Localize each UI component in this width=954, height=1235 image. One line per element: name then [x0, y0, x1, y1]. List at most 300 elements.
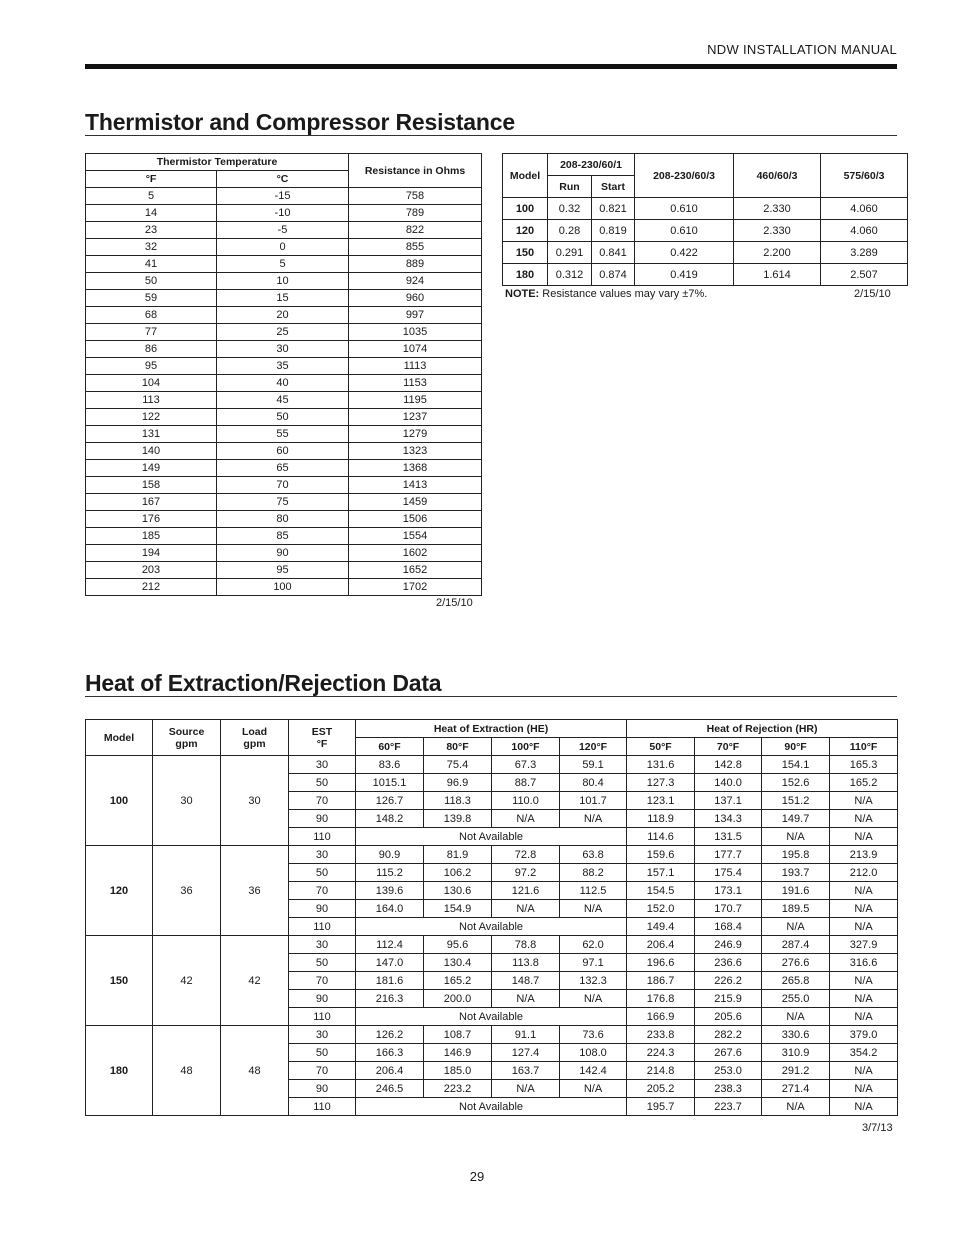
- fahrenheit-cell: 167: [86, 494, 217, 511]
- hr-value-cell: N/A: [762, 918, 830, 936]
- hr-value-cell: N/A: [830, 810, 898, 828]
- celsius-cell: 50: [217, 409, 349, 426]
- source-label: Source: [168, 725, 205, 738]
- celsius-cell: 40: [217, 375, 349, 392]
- hr-value-cell: 149.4: [627, 918, 695, 936]
- hr-value-cell: 271.4: [762, 1080, 830, 1098]
- est-cell: 110: [289, 918, 356, 936]
- hr-value-cell: N/A: [830, 1080, 898, 1098]
- he-value-cell: N/A: [492, 990, 560, 1008]
- hr-value-cell: 291.2: [762, 1062, 830, 1080]
- table-row: [86, 205, 482, 222]
- not-available-cell: Not Available: [356, 918, 627, 936]
- thermistor-temp-header: Thermistor Temperature: [86, 154, 349, 171]
- fahrenheit-cell: 113: [86, 392, 217, 409]
- start-header: Start: [592, 176, 635, 198]
- load-cell: 42: [221, 936, 289, 1026]
- est-cell: 70: [289, 972, 356, 990]
- hr-value-cell: N/A: [830, 828, 898, 846]
- table-row: [86, 290, 482, 307]
- table-row: [86, 528, 482, 545]
- fahrenheit-cell: 122: [86, 409, 217, 426]
- section-rule: [85, 696, 897, 697]
- compressor-resistance-table: [502, 153, 908, 286]
- est-cell: 30: [289, 1026, 356, 1044]
- he-value-cell: 110.0: [492, 792, 560, 810]
- est-cell: 50: [289, 1044, 356, 1062]
- he-value-cell: 80.4: [560, 774, 627, 792]
- est-cell: 70: [289, 882, 356, 900]
- 575-header: 575/60/3: [821, 154, 908, 198]
- celsius-cell: 95: [217, 562, 349, 579]
- hr-value-cell: N/A: [762, 1008, 830, 1026]
- hr-value-cell: 175.4: [695, 864, 762, 882]
- model-cell: 120: [86, 846, 153, 936]
- fahrenheit-cell: 68: [86, 307, 217, 324]
- model-header: Model: [86, 720, 153, 756]
- hr-value-cell: 157.1: [627, 864, 695, 882]
- hr-value-cell: 213.9: [830, 846, 898, 864]
- hr-value-cell: 193.7: [762, 864, 830, 882]
- table-row: [503, 198, 908, 220]
- he-value-cell: 73.6: [560, 1026, 627, 1044]
- hr-temp-header: 70°F: [695, 738, 762, 756]
- he-value-cell: 97.2: [492, 864, 560, 882]
- est-cell: 70: [289, 792, 356, 810]
- he-value-cell: 63.8: [560, 846, 627, 864]
- hr-value-cell: N/A: [830, 918, 898, 936]
- hr-value-cell: N/A: [830, 1062, 898, 1080]
- table-row: [86, 239, 482, 256]
- table-row: [503, 242, 908, 264]
- load-gpm-header: [221, 720, 289, 756]
- hr-value-cell: 149.7: [762, 810, 830, 828]
- celsius-cell: 5: [217, 256, 349, 273]
- est-cell: 30: [289, 846, 356, 864]
- 575-cell: 2.507: [821, 264, 908, 286]
- est-cell: 90: [289, 990, 356, 1008]
- he-value-cell: 91.1: [492, 1026, 560, 1044]
- celsius-cell: 20: [217, 307, 349, 324]
- he-value-cell: 181.6: [356, 972, 424, 990]
- section-title-resistance: Thermistor and Compressor Resistance: [85, 109, 515, 135]
- load-cell: 36: [221, 846, 289, 936]
- est-cell: 50: [289, 954, 356, 972]
- he-value-cell: 154.9: [424, 900, 492, 918]
- hr-value-cell: 223.7: [695, 1098, 762, 1116]
- table-row: [86, 579, 482, 596]
- celsius-cell: 15: [217, 290, 349, 307]
- he-value-cell: 130.6: [424, 882, 492, 900]
- he-value-cell: 132.3: [560, 972, 627, 990]
- celsius-cell: 75: [217, 494, 349, 511]
- he-value-cell: 59.1: [560, 756, 627, 774]
- he-value-cell: 147.0: [356, 954, 424, 972]
- hr-value-cell: 165.3: [830, 756, 898, 774]
- he-value-cell: 165.2: [424, 972, 492, 990]
- celsius-cell: 90: [217, 545, 349, 562]
- hr-value-cell: 205.6: [695, 1008, 762, 1026]
- start-cell: 0.874: [592, 264, 635, 286]
- ohms-cell: 1323: [349, 443, 482, 460]
- note-text: Resistance values may vary ±7%.: [539, 288, 708, 300]
- est-label: EST: [311, 725, 333, 738]
- he-temp-header: 80°F: [424, 738, 492, 756]
- hr-value-cell: 189.5: [762, 900, 830, 918]
- run-cell: 0.291: [548, 242, 592, 264]
- he-value-cell: 206.4: [356, 1062, 424, 1080]
- he-value-cell: N/A: [492, 900, 560, 918]
- source-unit: gpm: [175, 737, 198, 750]
- hr-value-cell: 206.4: [627, 936, 695, 954]
- celsius-cell: 35: [217, 358, 349, 375]
- hr-temp-header: 110°F: [830, 738, 898, 756]
- fahrenheit-cell: 140: [86, 443, 217, 460]
- hr-value-cell: 224.3: [627, 1044, 695, 1062]
- header-rule: [85, 64, 897, 69]
- ohms-cell: 1368: [349, 460, 482, 477]
- hr-value-cell: N/A: [830, 1008, 898, 1026]
- hr-value-cell: 354.2: [830, 1044, 898, 1062]
- hr-value-cell: 196.6: [627, 954, 695, 972]
- est-header: [289, 720, 356, 756]
- est-cell: 50: [289, 774, 356, 792]
- celsius-cell: 60: [217, 443, 349, 460]
- celsius-cell: 30: [217, 341, 349, 358]
- ohms-cell: 1074: [349, 341, 482, 358]
- table-row: [86, 756, 898, 774]
- start-cell: 0.821: [592, 198, 635, 220]
- hr-value-cell: 131.6: [627, 756, 695, 774]
- hr-value-cell: 118.9: [627, 810, 695, 828]
- table-row: [86, 324, 482, 341]
- 460-header: 460/60/3: [734, 154, 821, 198]
- fahrenheit-cell: 50: [86, 273, 217, 290]
- ohms-cell: 1506: [349, 511, 482, 528]
- celsius-cell: 70: [217, 477, 349, 494]
- table-row: [86, 222, 482, 239]
- hr-value-cell: 246.9: [695, 936, 762, 954]
- he-value-cell: 126.2: [356, 1026, 424, 1044]
- hr-value-cell: 195.7: [627, 1098, 695, 1116]
- celsius-cell: 0: [217, 239, 349, 256]
- fahrenheit-cell: 185: [86, 528, 217, 545]
- he-value-cell: N/A: [560, 810, 627, 828]
- 575-cell: 3.289: [821, 242, 908, 264]
- hr-value-cell: 253.0: [695, 1062, 762, 1080]
- ohms-cell: 1652: [349, 562, 482, 579]
- fahrenheit-cell: 104: [86, 375, 217, 392]
- celsius-cell: -15: [217, 188, 349, 205]
- ohms-cell: 1279: [349, 426, 482, 443]
- he-value-cell: 113.8: [492, 954, 560, 972]
- table-row: [86, 562, 482, 579]
- he-value-cell: 126.7: [356, 792, 424, 810]
- he-value-cell: 216.3: [356, 990, 424, 1008]
- he-value-cell: 118.3: [424, 792, 492, 810]
- hr-value-cell: N/A: [762, 1098, 830, 1116]
- run-cell: 0.28: [548, 220, 592, 242]
- hr-value-cell: N/A: [830, 882, 898, 900]
- hr-value-cell: 151.2: [762, 792, 830, 810]
- model-cell: 100: [503, 198, 548, 220]
- 460-cell: 2.330: [734, 220, 821, 242]
- hr-value-cell: N/A: [830, 792, 898, 810]
- hr-value-cell: 205.2: [627, 1080, 695, 1098]
- 460-cell: 2.200: [734, 242, 821, 264]
- model-cell: 100: [86, 756, 153, 846]
- page-number: 29: [469, 1169, 485, 1184]
- heat-extraction-rejection-table: [85, 719, 898, 1116]
- note-label: NOTE:: [505, 288, 540, 300]
- he-value-cell: N/A: [492, 810, 560, 828]
- model-header: Model: [503, 154, 548, 198]
- hr-value-cell: N/A: [830, 900, 898, 918]
- hr-value-cell: 137.1: [695, 792, 762, 810]
- source-cell: 30: [153, 756, 221, 846]
- he-value-cell: 139.8: [424, 810, 492, 828]
- he-value-cell: 130.4: [424, 954, 492, 972]
- he-value-cell: 95.6: [424, 936, 492, 954]
- he-value-cell: 121.6: [492, 882, 560, 900]
- run-cell: 0.32: [548, 198, 592, 220]
- source-cell: 36: [153, 846, 221, 936]
- he-value-cell: 97.1: [560, 954, 627, 972]
- hr-value-cell: 267.6: [695, 1044, 762, 1062]
- load-cell: 48: [221, 1026, 289, 1116]
- he-value-cell: 62.0: [560, 936, 627, 954]
- hr-value-cell: 236.6: [695, 954, 762, 972]
- 460-cell: 1.614: [734, 264, 821, 286]
- table-row: [86, 188, 482, 205]
- ohms-cell: 1113: [349, 358, 482, 375]
- he-value-cell: 200.0: [424, 990, 492, 1008]
- est-cell: 70: [289, 1062, 356, 1080]
- 575-cell: 4.060: [821, 198, 908, 220]
- hr-value-cell: 265.8: [762, 972, 830, 990]
- run-header: Run: [548, 176, 592, 198]
- three-phase-cell: 0.610: [635, 220, 734, 242]
- he-temp-header: 120°F: [560, 738, 627, 756]
- fahrenheit-cell: 86: [86, 341, 217, 358]
- model-cell: 150: [503, 242, 548, 264]
- ohms-cell: 1554: [349, 528, 482, 545]
- fahrenheit-header: °F: [86, 171, 217, 188]
- hr-value-cell: 233.8: [627, 1026, 695, 1044]
- three-phase-header: 208-230/60/3: [635, 154, 734, 198]
- 575-cell: 4.060: [821, 220, 908, 242]
- est-cell: 110: [289, 1098, 356, 1116]
- hr-value-cell: 330.6: [762, 1026, 830, 1044]
- ohms-cell: 1602: [349, 545, 482, 562]
- he-value-cell: 1015.1: [356, 774, 424, 792]
- he-value-cell: 88.7: [492, 774, 560, 792]
- hr-value-cell: 131.5: [695, 828, 762, 846]
- celsius-header: °C: [217, 171, 349, 188]
- he-value-cell: N/A: [560, 900, 627, 918]
- run-cell: 0.312: [548, 264, 592, 286]
- hr-value-cell: 276.6: [762, 954, 830, 972]
- table-row: [86, 358, 482, 375]
- fahrenheit-cell: 41: [86, 256, 217, 273]
- hr-value-cell: 191.6: [762, 882, 830, 900]
- he-temp-header: 60°F: [356, 738, 424, 756]
- table-row: [86, 545, 482, 562]
- ohms-cell: 1237: [349, 409, 482, 426]
- he-group-header: Heat of Extraction (HE): [356, 720, 627, 738]
- ohms-cell: 924: [349, 273, 482, 290]
- est-cell: 30: [289, 936, 356, 954]
- model-cell: 180: [503, 264, 548, 286]
- celsius-cell: 85: [217, 528, 349, 545]
- celsius-cell: 55: [217, 426, 349, 443]
- not-available-cell: Not Available: [356, 828, 627, 846]
- hr-value-cell: 214.8: [627, 1062, 695, 1080]
- hr-value-cell: 186.7: [627, 972, 695, 990]
- hr-value-cell: 170.7: [695, 900, 762, 918]
- ohms-cell: 758: [349, 188, 482, 205]
- hr-temp-header: 90°F: [762, 738, 830, 756]
- hr-value-cell: 282.2: [695, 1026, 762, 1044]
- hr-value-cell: 238.3: [695, 1080, 762, 1098]
- hr-value-cell: 152.6: [762, 774, 830, 792]
- est-unit: °F: [316, 737, 328, 750]
- fahrenheit-cell: 212: [86, 579, 217, 596]
- hr-value-cell: 379.0: [830, 1026, 898, 1044]
- fahrenheit-cell: 77: [86, 324, 217, 341]
- he-value-cell: 164.0: [356, 900, 424, 918]
- fahrenheit-cell: 149: [86, 460, 217, 477]
- hr-value-cell: 287.4: [762, 936, 830, 954]
- fahrenheit-cell: 176: [86, 511, 217, 528]
- ohms-cell: 960: [349, 290, 482, 307]
- hr-value-cell: 166.9: [627, 1008, 695, 1026]
- 460-cell: 2.330: [734, 198, 821, 220]
- hr-value-cell: 255.0: [762, 990, 830, 1008]
- hr-value-cell: N/A: [830, 972, 898, 990]
- hr-value-cell: 215.9: [695, 990, 762, 1008]
- table-row: [86, 392, 482, 409]
- start-cell: 0.819: [592, 220, 635, 242]
- hr-value-cell: 142.8: [695, 756, 762, 774]
- manual-title: NDW INSTALLATION MANUAL: [707, 42, 897, 57]
- three-phase-cell: 0.610: [635, 198, 734, 220]
- source-cell: 42: [153, 936, 221, 1026]
- he-value-cell: 246.5: [356, 1080, 424, 1098]
- he-value-cell: 78.8: [492, 936, 560, 954]
- single-phase-header: 208-230/60/1: [548, 154, 635, 176]
- hr-value-cell: 140.0: [695, 774, 762, 792]
- fahrenheit-cell: 59: [86, 290, 217, 307]
- hr-value-cell: 212.0: [830, 864, 898, 882]
- celsius-cell: 45: [217, 392, 349, 409]
- ohms-cell: 1459: [349, 494, 482, 511]
- est-cell: 50: [289, 864, 356, 882]
- hr-value-cell: N/A: [762, 828, 830, 846]
- he-value-cell: 90.9: [356, 846, 424, 864]
- est-cell: 110: [289, 828, 356, 846]
- fahrenheit-cell: 32: [86, 239, 217, 256]
- fahrenheit-cell: 203: [86, 562, 217, 579]
- hr-value-cell: 159.6: [627, 846, 695, 864]
- table-row: [86, 256, 482, 273]
- table-row: [86, 460, 482, 477]
- model-cell: 180: [86, 1026, 153, 1116]
- hr-value-cell: 226.2: [695, 972, 762, 990]
- he-value-cell: 75.4: [424, 756, 492, 774]
- celsius-cell: -10: [217, 205, 349, 222]
- hr-value-cell: 127.3: [627, 774, 695, 792]
- he-value-cell: 112.4: [356, 936, 424, 954]
- est-cell: 110: [289, 1008, 356, 1026]
- model-cell: 120: [503, 220, 548, 242]
- est-cell: 90: [289, 1080, 356, 1098]
- load-cell: 30: [221, 756, 289, 846]
- he-value-cell: 108.7: [424, 1026, 492, 1044]
- he-value-cell: N/A: [560, 1080, 627, 1098]
- celsius-cell: 25: [217, 324, 349, 341]
- ohms-cell: 789: [349, 205, 482, 222]
- fahrenheit-cell: 5: [86, 188, 217, 205]
- celsius-cell: 80: [217, 511, 349, 528]
- he-value-cell: N/A: [492, 1080, 560, 1098]
- hr-value-cell: 114.6: [627, 828, 695, 846]
- table-row: [86, 273, 482, 290]
- fahrenheit-cell: 194: [86, 545, 217, 562]
- he-value-cell: 115.2: [356, 864, 424, 882]
- hr-value-cell: 195.8: [762, 846, 830, 864]
- table-row: [86, 426, 482, 443]
- table-row: [86, 409, 482, 426]
- fahrenheit-cell: 23: [86, 222, 217, 239]
- ohms-cell: 889: [349, 256, 482, 273]
- he-value-cell: 142.4: [560, 1062, 627, 1080]
- hr-value-cell: N/A: [830, 1098, 898, 1116]
- source-gpm-header: [153, 720, 221, 756]
- table-row: [86, 443, 482, 460]
- hr-value-cell: 154.5: [627, 882, 695, 900]
- thermistor-date: 2/15/10: [436, 597, 473, 609]
- hr-value-cell: 123.1: [627, 792, 695, 810]
- resistance-note: [505, 288, 707, 300]
- hr-temp-header: 50°F: [627, 738, 695, 756]
- he-value-cell: 163.7: [492, 1062, 560, 1080]
- celsius-cell: 65: [217, 460, 349, 477]
- table-row: [86, 375, 482, 392]
- est-cell: 90: [289, 900, 356, 918]
- ohms-cell: 1035: [349, 324, 482, 341]
- he-value-cell: 106.2: [424, 864, 492, 882]
- hr-value-cell: 173.1: [695, 882, 762, 900]
- he-value-cell: 72.8: [492, 846, 560, 864]
- resistance-ohms-header: Resistance in Ohms: [349, 154, 482, 188]
- he-value-cell: 101.7: [560, 792, 627, 810]
- ohms-cell: 997: [349, 307, 482, 324]
- he-value-cell: 148.7: [492, 972, 560, 990]
- compressor-date: 2/15/10: [854, 288, 891, 300]
- he-value-cell: 112.5: [560, 882, 627, 900]
- celsius-cell: 100: [217, 579, 349, 596]
- hr-value-cell: 310.9: [762, 1044, 830, 1062]
- est-cell: 90: [289, 810, 356, 828]
- fahrenheit-cell: 14: [86, 205, 217, 222]
- hr-value-cell: 154.1: [762, 756, 830, 774]
- model-cell: 150: [86, 936, 153, 1026]
- thermistor-table: [85, 153, 482, 596]
- hr-value-cell: 176.8: [627, 990, 695, 1008]
- hr-value-cell: 134.3: [695, 810, 762, 828]
- he-value-cell: 81.9: [424, 846, 492, 864]
